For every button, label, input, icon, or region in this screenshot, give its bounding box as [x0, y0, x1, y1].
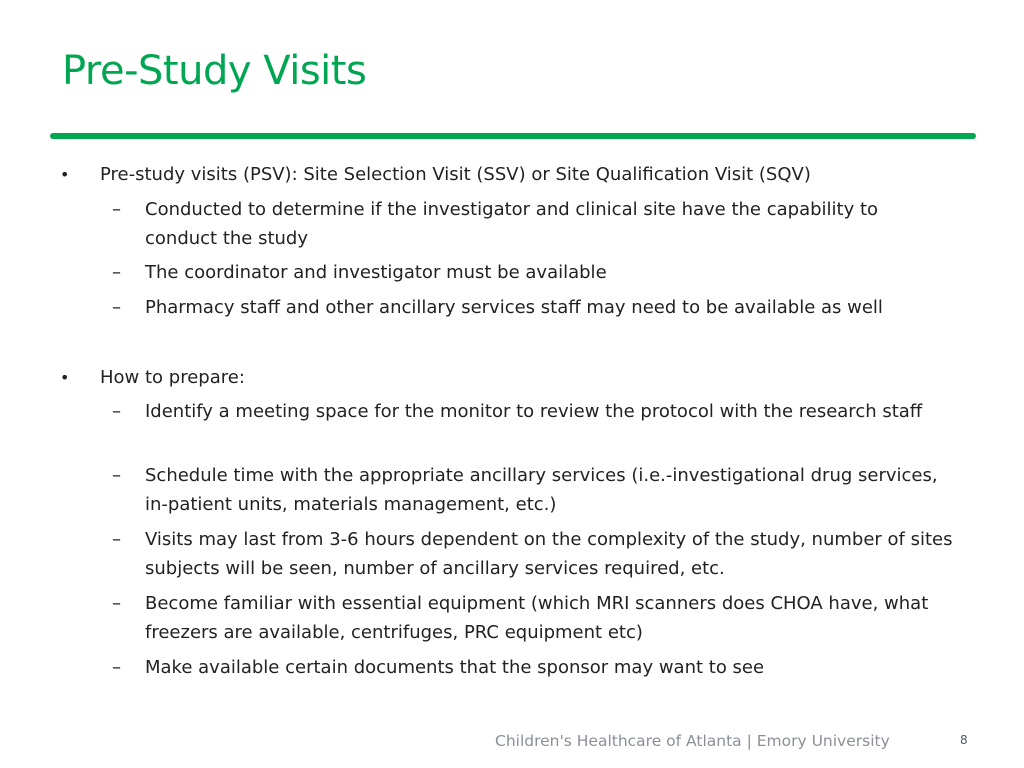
dash-icon: – [112, 199, 121, 220]
dash-icon: – [112, 593, 121, 614]
bullet-item: Pre-study visits (PSV): Site Selection Visit (SSV) or Site Qualification Visit (SQV) [100, 164, 811, 185]
sub-bullet-item: The coordinator and investigator must be available [145, 262, 607, 283]
sub-bullet-item: Conducted to determine if the investigator and clinical site have the capability to conduct the study [145, 199, 879, 249]
bullet-item: How to prepare: [100, 367, 245, 388]
bullet-icon: • [60, 368, 70, 387]
sub-bullet-item: Schedule time with the appropriate ancillary services (i.e.-investigational drug services, in-patient units, materials management, etc.) [145, 465, 938, 515]
dash-icon: – [112, 297, 121, 318]
dash-icon: – [112, 657, 121, 678]
sub-bullet-item: Visits may last from 3-6 hours dependent on the complexity of the study, number of sites subjects will be seen, number of ancillary services required, etc. [145, 529, 953, 579]
dash-icon: – [112, 401, 121, 422]
page-number: 8 [960, 733, 968, 747]
sub-bullet-item: Identify a meeting space for the monitor to review the protocol with the research staff [145, 401, 923, 422]
dash-icon: – [112, 465, 121, 486]
dash-icon: – [112, 262, 121, 283]
sub-bullet-item: Become familiar with essential equipment (which MRI scanners does CHOA have, what freezers are available, centrifuges, PRC equipment etc) [145, 593, 929, 643]
sub-bullet-item: Pharmacy staff and other ancillary services staff may need to be available as well [145, 297, 883, 318]
dash-icon: – [112, 529, 121, 550]
bullet-icon: • [60, 165, 70, 184]
slide-title: Pre-Study Visits [62, 48, 367, 94]
footer-organization: Children's Healthcare of Atlanta | Emory University [495, 732, 890, 750]
sub-bullet-item: Make available certain documents that the sponsor may want to see [145, 657, 765, 678]
